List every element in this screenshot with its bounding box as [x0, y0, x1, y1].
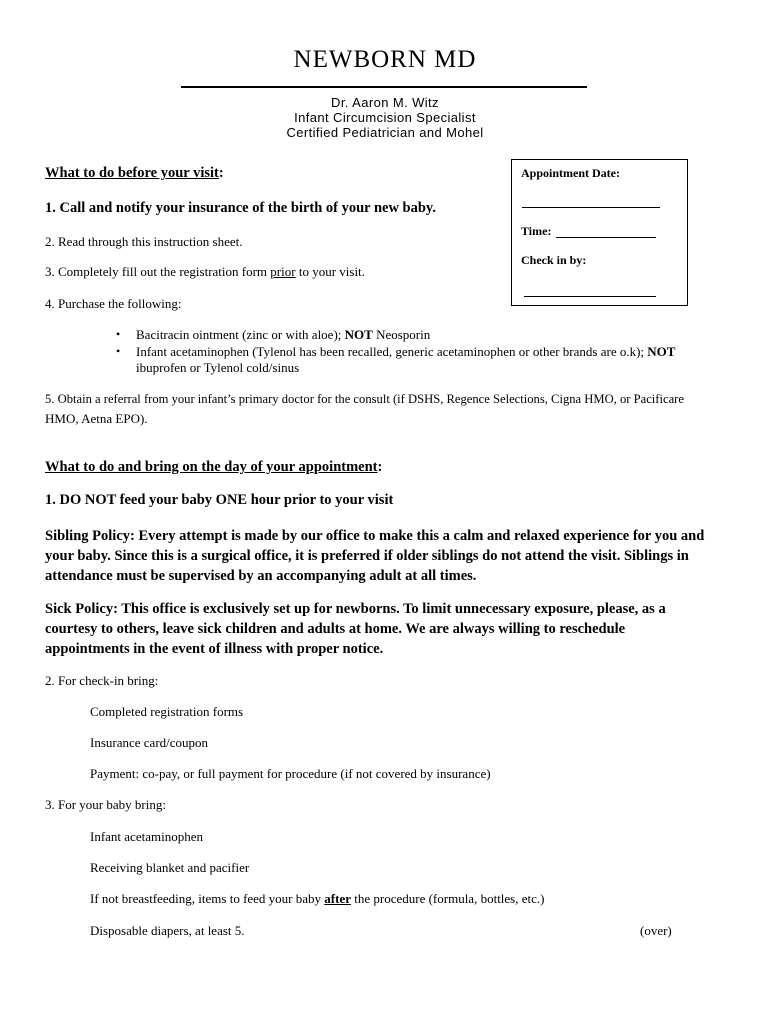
- baby-bring-heading: 3. For your baby bring:: [45, 797, 166, 812]
- day-of-item-1: 1. DO NOT feed your baby ONE hour prior to your visit: [45, 492, 394, 508]
- appointment-time-label: Time:: [521, 224, 552, 238]
- before-item-2: 2. Read through this instruction sheet.: [45, 234, 243, 249]
- baby-item-feeding: If not breastfeeding, items to feed your baby after the procedure (formula, bottles, etc.): [90, 891, 545, 906]
- before-visit-heading: What to do before your visit:: [45, 165, 224, 181]
- title-divider: [181, 86, 587, 88]
- doctor-specialty: Infant Circumcision Specialist: [294, 110, 476, 125]
- before-item-1: 1. Call and notify your insurance of the birth of your new baby.: [45, 200, 437, 216]
- before-item-3: 3. Completely fill out the registration form prior to your visit.: [45, 264, 365, 279]
- doctor-certification: Certified Pediatrician and Mohel: [286, 125, 484, 140]
- appointment-time-line: [556, 237, 656, 238]
- baby-item-acetaminophen: Infant acetaminophen: [90, 829, 203, 844]
- bullet-marker: •: [116, 327, 121, 341]
- checkin-item-payment: Payment: co-pay, or full payment for procedure (if not covered by insurance): [90, 766, 491, 781]
- appointment-date-line: [522, 207, 660, 208]
- before-item-4: 4. Purchase the following:: [45, 296, 182, 311]
- page-title: NEWBORN MD: [293, 46, 477, 73]
- bullet-acetaminophen: Infant acetaminophen (Tylenol has been recalled, generic acetaminophen or other brands are o.k); NOT: [136, 344, 676, 359]
- before-item-5-line1: 5. Obtain a referral from your infant’s primary doctor for the consult (if DSHS, Regence Selections, Cigna HMO, or Pacificare: [45, 392, 684, 406]
- sibling-policy-line2: your baby. Since this is a surgical office, it is preferred if older siblings do not attend the visit. Siblings in: [45, 548, 689, 564]
- bullet-acetaminophen-cont: ibuprofen or Tylenol cold/sinus: [136, 360, 300, 375]
- over-note: (over): [640, 923, 672, 938]
- checkin-by-label: Check in by:: [521, 253, 587, 267]
- checkin-item-registration: Completed registration forms: [90, 704, 244, 719]
- sick-policy-line1: Sick Policy: This office is exclusively set up for newborns. To limit unnecessary exposure, please, as a: [45, 601, 666, 617]
- bullet-marker: •: [116, 344, 121, 358]
- sibling-policy-line3: attendance must be supervised by an accompanying adult at all times.: [45, 568, 477, 584]
- checkin-bring-heading: 2. For check-in bring:: [45, 673, 159, 688]
- appointment-date-label: Appointment Date:: [521, 166, 620, 180]
- baby-item-blanket: Receiving blanket and pacifier: [90, 860, 250, 875]
- sick-policy-line3: appointments in the event of illness with proper notice.: [45, 641, 384, 657]
- day-of-heading: What to do and bring on the day of your appointment:: [45, 459, 383, 475]
- baby-item-diapers: Disposable diapers, at least 5.: [90, 923, 245, 938]
- appointment-box: [511, 159, 688, 306]
- doctor-name: Dr. Aaron M. Witz: [331, 95, 439, 110]
- sibling-policy-line1: Sibling Policy: Every attempt is made by our office to make this a calm and relaxed experience for you and: [45, 528, 705, 544]
- sick-policy-line2: courtesy to others, leave sick children and adults at home. We are always willing to reschedule: [45, 621, 626, 637]
- bullet-bacitracin: Bacitracin ointment (zinc or with aloe); NOT Neosporin: [136, 327, 431, 342]
- before-item-5-line2: HMO, Aetna EPO).: [45, 411, 148, 426]
- checkin-by-line: [524, 296, 656, 297]
- checkin-item-insurance: Insurance card/coupon: [90, 735, 209, 750]
